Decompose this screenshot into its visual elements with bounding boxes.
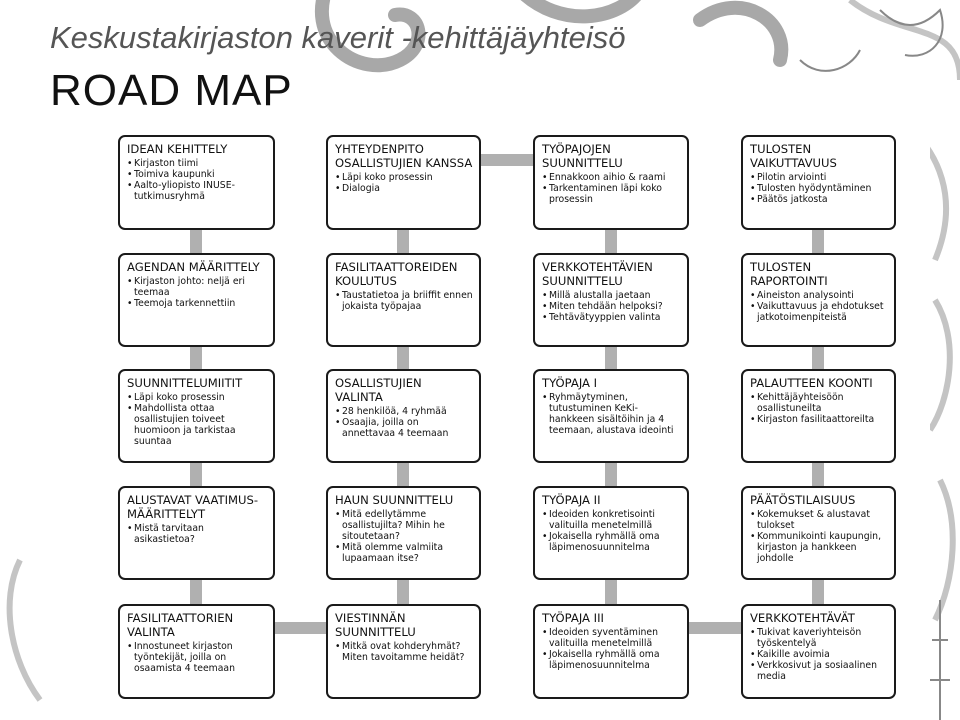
step-title: IDEAN KEHITTELY: [127, 142, 228, 156]
step-tyopajojen-suunnittelu: [533, 135, 689, 230]
step-yhteydenpito: [326, 135, 481, 230]
step-item: • Verkkosivut ja sosiaalinen media: [750, 660, 888, 682]
step-alustavat-vaatimusmaarittelyt: [118, 486, 275, 580]
step-title: HAUN SUUNNITTELU: [335, 493, 454, 507]
step-osallistujien-valinta: [326, 369, 481, 463]
step-title: VERKKOTEHTÄVÄT: [750, 611, 855, 625]
step-item: • Mahdollista ottaa osallistujien toiveet huomioon ja tarkistaa suuntaa: [127, 403, 267, 447]
step-agendan-maarittely: [118, 253, 275, 347]
step-item: • Tehtävätyyppien valinta: [542, 312, 681, 323]
step-viestinnan-suunnittelu: [326, 604, 481, 699]
step-idean-kehittely: [118, 135, 275, 230]
subtitle: Keskustakirjaston kaverit -kehittäjäyhteisö: [50, 20, 626, 55]
step-item: • Tarkentaminen läpi koko prosessin: [542, 183, 681, 205]
step-paatostilaisuus: [741, 486, 896, 580]
step-title: SUUNNITTELUMIITIT: [127, 376, 243, 390]
step-item: • Vaikuttavuus ja ehdotukset jatkotoimenpiteistä: [750, 301, 888, 323]
step-item: • Kaikille avoimia: [750, 649, 888, 660]
step-title: VIESTINNÄN SUUNNITTELU: [335, 611, 416, 639]
step-haun-suunnittelu: [326, 486, 481, 580]
step-item: • Päätös jatkosta: [750, 194, 888, 205]
step-verkkotehtavien-suunnittelu: [533, 253, 689, 347]
step-title: ALUSTAVAT VAATIMUS-MÄÄRITTELYT: [127, 493, 259, 521]
step-verkkotehtavat: [741, 604, 896, 699]
step-title: FASILITAATTOREIDEN KOULUTUS: [335, 260, 458, 288]
step-item: • Teemoja tarkennettiin: [127, 298, 267, 309]
step-item: • Kirjaston johto: neljä eri teemaa: [127, 276, 267, 298]
step-title: TULOSTEN VAIKUTTAVUUS: [750, 142, 837, 170]
step-title: VERKKOTEHTÄVIEN SUUNNITTELU: [542, 260, 653, 288]
step-item: • Mitä edellytämme osallistujilta? Mihin he sitoutetaan?: [335, 509, 473, 542]
step-item: • Tulosten hyödyntäminen: [750, 183, 888, 194]
step-item: • Osaajia, joilla on annettavaa 4 teemaan: [335, 417, 473, 439]
step-title: TYÖPAJA II: [542, 493, 601, 507]
step-item: • Taustatietoa ja briiffit ennen jokaista työpajaa: [335, 290, 473, 312]
step-title: TYÖPAJOJEN SUUNNITTELU: [542, 142, 623, 170]
step-title: OSALLISTUJIEN VALINTA: [335, 376, 422, 404]
step-item: • Mitkä ovat kohderyhmät? Miten tavoitamme heidät?: [335, 641, 473, 663]
step-item: • Kirjaston tiimi: [127, 158, 267, 169]
step-item: • Dialogia: [335, 183, 473, 194]
step-item: • Mistä tarvitaan asikastietoa?: [127, 523, 267, 545]
step-title: TYÖPAJA III: [542, 611, 604, 625]
step-item: • Ennakkoon aihio & raami: [542, 172, 681, 183]
step-item: • Kehittäjäyhteisöön osallistuneilta: [750, 392, 888, 414]
step-item: • Ideoiden syventäminen valituilla menetelmillä: [542, 627, 681, 649]
step-item: • Millä alustalla jaetaan: [542, 290, 681, 301]
step-item: • Kirjaston fasilitaattoreilta: [750, 414, 888, 425]
step-item: • Innostuneet kirjaston työntekijät, joilla on osaamista 4 teemaan: [127, 641, 267, 674]
step-tyopaja-2: [533, 486, 689, 580]
step-item: • Aineiston analysointi: [750, 290, 888, 301]
step-tyopaja-1: [533, 369, 689, 463]
step-item: • Jokaisella ryhmällä oma läpimenosuunnitelma: [542, 649, 681, 671]
step-item: • 28 henkilöä, 4 ryhmää: [335, 406, 473, 417]
step-tulosten-raportointi: [741, 253, 896, 347]
step-suunnittelumiitit: [118, 369, 275, 463]
step-item: • Läpi koko prosessin: [127, 392, 267, 403]
step-title: TYÖPAJA I: [542, 376, 598, 390]
step-palautteen-koonti: [741, 369, 896, 463]
step-item: • Aalto-yliopisto INUSE-tutkimusryhmä: [127, 180, 267, 202]
step-title: PALAUTTEEN KOONTI: [750, 376, 873, 390]
step-item: • Ideoiden konkretisointi valituilla menetelmillä: [542, 509, 681, 531]
step-item: • Mitä olemme valmiita lupaamaan itse?: [335, 542, 473, 564]
step-title: FASILITAATTORIEN VALINTA: [127, 611, 234, 639]
step-item: • Miten tehdään helpoksi?: [542, 301, 681, 312]
step-title: TULOSTEN RAPORTOINTI: [750, 260, 828, 288]
step-title: YHTEYDENPITO OSALLISTUJIEN KANSSA: [335, 142, 473, 170]
step-tyopaja-3: [533, 604, 689, 699]
step-fasilitaattorien-valinta: [118, 604, 275, 699]
step-tulosten-vaikuttavuus: [741, 135, 896, 230]
step-title: AGENDAN MÄÄRITTELY: [127, 260, 260, 274]
page-title: ROAD MAP: [50, 66, 293, 115]
step-item: • Läpi koko prosessin: [335, 172, 473, 183]
step-item: • Kommunikointi kaupungin, kirjaston ja hankkeen johdolle: [750, 531, 888, 564]
step-fasilitaattoreiden-koulutus: [326, 253, 481, 347]
step-item: • Toimiva kaupunki: [127, 169, 267, 180]
step-item: • Kokemukset & alustavat tulokset: [750, 509, 888, 531]
step-item: • Pilotin arviointi: [750, 172, 888, 183]
step-item: • Tukivat kaveriyhteisön työskentelyä: [750, 627, 888, 649]
step-item: • Ryhmäytyminen, tutustuminen KeKi-hankkeen sisältöihin ja 4 teemaan, alustava ideointi: [542, 392, 681, 436]
step-item: • Jokaisella ryhmällä oma läpimenosuunnitelma: [542, 531, 681, 553]
step-title: PÄÄTÖSTILAISUUS: [750, 493, 856, 507]
